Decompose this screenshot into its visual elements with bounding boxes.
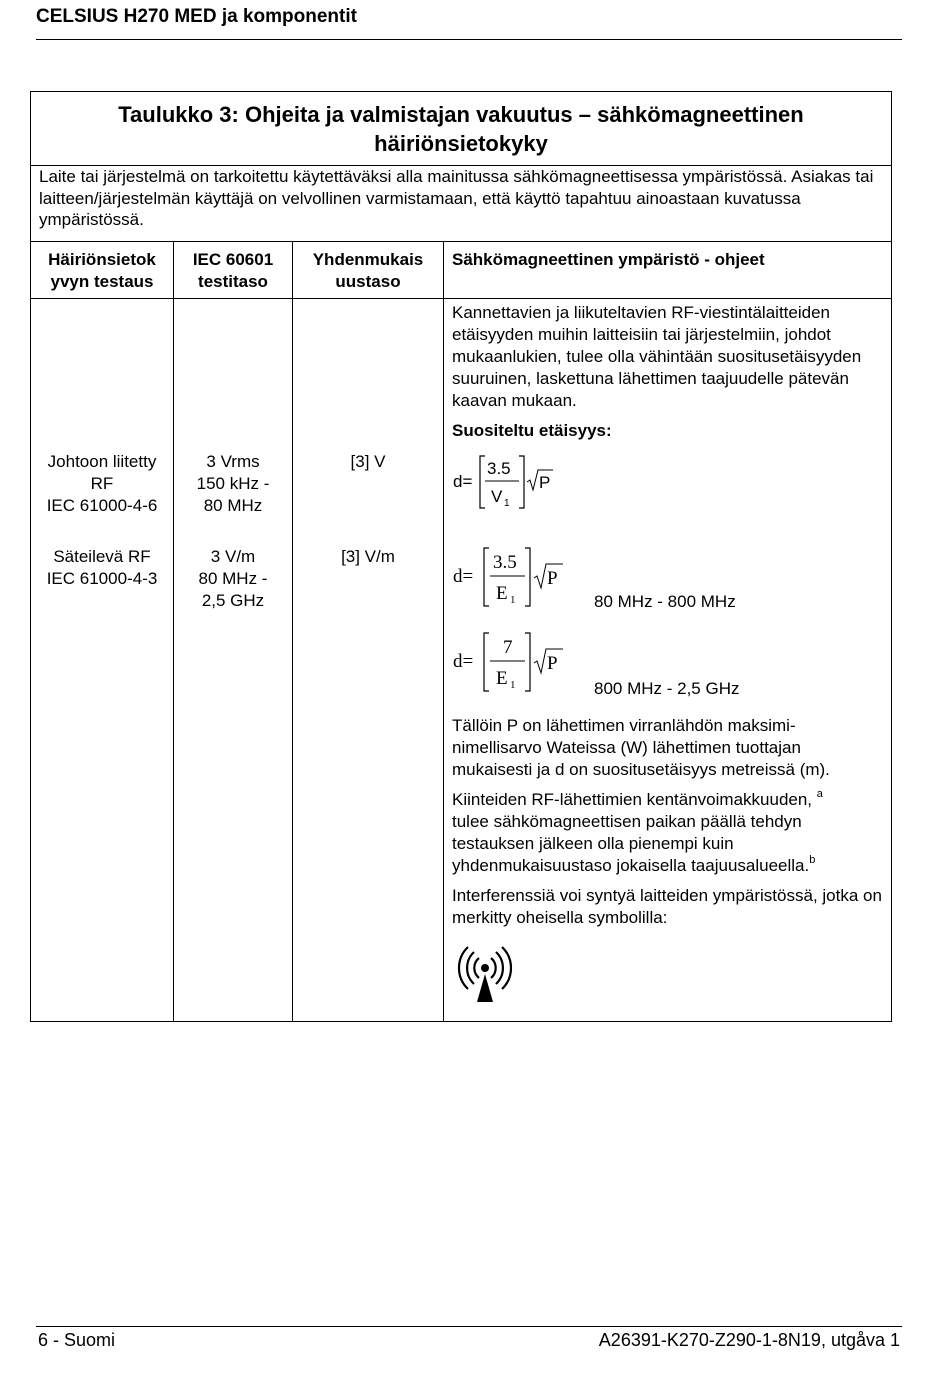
column-header-iec-level: IEC 60601 testitaso xyxy=(192,250,274,291)
formula3-numerator: 7 xyxy=(503,637,513,658)
footer-divider xyxy=(36,1326,902,1327)
row2-level-cell: 3 V/m 80 MHz - 2,5 GHz xyxy=(198,547,268,610)
col-divider-2 xyxy=(292,241,293,1021)
formula-radiated-high xyxy=(453,629,573,695)
formula1-lhs: d= xyxy=(453,472,473,491)
formula3-subscript: 1 xyxy=(510,679,516,691)
formula1-subscript: 1 xyxy=(504,498,510,509)
column-header-compliance: Yhdenmukais uustaso xyxy=(312,250,424,291)
column-header-guidance: Sähkömagneettinen ympäristö - ohjeet xyxy=(452,250,765,269)
col-divider-3 xyxy=(443,241,444,1021)
table-caption-line1: Taulukko 3: Ohjeita ja valmistajan vakuutus – sähkömagneettinen xyxy=(118,102,804,127)
footnote-a: a xyxy=(816,788,823,800)
header-divider xyxy=(36,39,902,40)
formula1-root: P xyxy=(539,473,551,492)
formula1-denominator: V xyxy=(491,487,503,506)
formula2-denominator: E xyxy=(496,583,508,604)
table-intro: Laite tai järjestelmä on tarkoitettu käytettäväksi alla mainitussa sähkömagneettisessa ympäristössä. Asiakas tai laitteen/järjestelmän käyttäjä on velvollinen varmistamaan, että käyttö tapahtuu ainoastaan kuvatussa ympäristössä. xyxy=(39,167,874,229)
page-header-title: CELSIUS H270 MED ja komponentit xyxy=(36,6,357,27)
recommended-distance-label: Suositeltu etäisyys: xyxy=(452,421,612,440)
formula1-numerator: 3.5 xyxy=(487,459,511,478)
page-number: 6 - Suomi xyxy=(38,1330,116,1350)
formula-conducted-svg xyxy=(453,452,563,512)
column-header-test: Häiriönsietok yvyn testaus xyxy=(48,250,156,291)
formula3-lhs: d= xyxy=(453,651,474,672)
formula-radiated-low xyxy=(453,544,573,610)
intro-divider xyxy=(31,241,891,242)
note-field-strength: Kiinteiden RF-lähettimien kentänvoimakkuuden, $^a$ tulee sähkömagneettisen paikan päällä tehdyn testauksen jälkeen olla pienempi kuin yhdenmukaisuustaso jokaisella taajuusalueella.$^b$ xyxy=(452,788,823,875)
formula2-range: 80 MHz - 800 MHz xyxy=(594,592,736,611)
formula2-root: P xyxy=(547,568,558,589)
non-ionizing-radiation-icon xyxy=(455,944,519,1004)
formula3-range: 800 MHz - 2,5 GHz xyxy=(594,679,740,698)
formula-conducted xyxy=(453,452,563,512)
note-interference: Interferenssiä voi syntyä laitteiden ympäristössä, jotka on merkitty oheisella symbolilla: xyxy=(452,886,882,927)
document-id: A26391-K270-Z290-1-8N19, utgåva 1 xyxy=(598,1330,900,1350)
guidance-intro: Kannettavien ja liikuteltavien RF-viestintälaitteiden etäisyyden muihin laitteisiin tai järjestelmiin, johdot mukaanlukien, tulee olla vähintään suositusetäisyyden suuruinen, laskettuna lähettimen taajuudelle pätevän kaavan mukaan. xyxy=(452,303,862,410)
formula-radiated-low-svg xyxy=(453,544,573,610)
note-power: Tällöin P on lähettimen virranlähdön maksimi-nimellisarvo Wateissa (W) lähettimen tuottajan mukaisesti ja d on suositusetäisyys metreissä (m). xyxy=(452,716,830,779)
formula3-denominator: E xyxy=(496,668,508,689)
col-divider-1 xyxy=(173,241,174,1021)
row2-test-cell: Säteilevä RF IEC 61000-4-3 xyxy=(46,547,158,588)
row1-test-cell: Johtoon liitetty RF IEC 61000-4-6 xyxy=(46,452,158,515)
row1-compliance-cell: [3] V xyxy=(350,452,386,471)
row1-level-cell: 3 Vrms 150 kHz - 80 MHz xyxy=(196,452,270,515)
table-caption xyxy=(31,100,891,158)
table-caption-line2: häiriönsietokyky xyxy=(374,131,548,156)
formula2-numerator: 3.5 xyxy=(493,552,517,573)
formula-radiated-high-svg xyxy=(453,629,573,695)
footnote-b: b xyxy=(809,854,816,866)
header-row-divider xyxy=(31,298,891,299)
row2-compliance-cell: [3] V/m xyxy=(341,547,395,566)
formula2-subscript: 1 xyxy=(510,594,516,606)
formula3-root: P xyxy=(547,653,558,674)
emc-table xyxy=(30,91,892,1022)
formula2-lhs: d= xyxy=(453,566,474,587)
